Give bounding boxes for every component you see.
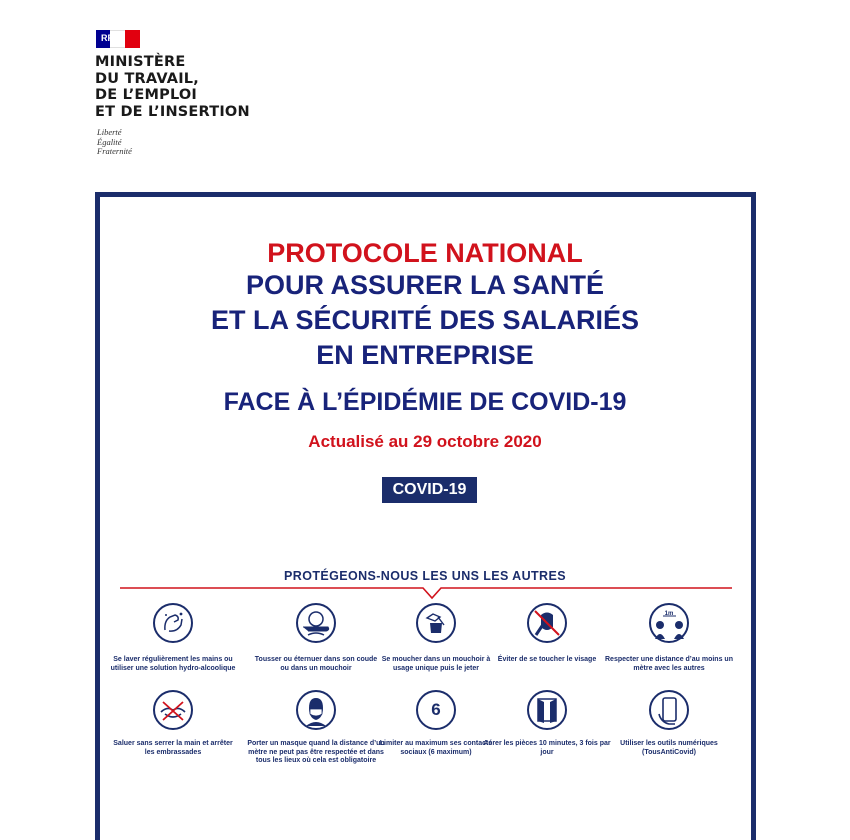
six-label: 6 [431,700,441,719]
distance-label: 1m [664,611,674,617]
motto-line: Liberté [97,127,122,137]
ministry-line: DE L’EMPLOI [95,87,198,103]
title-protocole: PROTOCOLE NATIONAL [267,238,583,268]
limit-contacts-icon [416,690,456,730]
republic-motto [97,128,132,157]
elbow-sneeze-icon [296,603,336,643]
caption-ventilate-room: Aérer les pièces 10 minutes, 3 fois par jour [483,740,611,756]
updated-date: Actualisé au 29 octobre 2020 [308,432,542,451]
covid-badge: COVID-19 [382,477,477,503]
caption-tissue: Se moucher dans un mouchoir à usage unique puis le jeter [381,656,491,672]
banner-divider [120,582,736,604]
ministry-line: DU TRAVAIL, [95,70,199,87]
title-line: EN ENTREPRISE [316,340,534,370]
ventilate-room-icon [527,690,567,730]
title-line: POUR ASSURER LA SANTÉ [245,270,605,300]
no-handshake-icon [153,690,193,730]
caption-limit-contacts: Limiter au maximum ses contacts sociaux (6 maximum) [379,740,493,756]
caption-mask: Porter un masque quand la distance d’un mètre ne peut pas être respectée et dans tous les lieux où cela est obligatoire [247,740,385,764]
caption-no-face-touch: Éviter de se toucher le visage [497,656,597,663]
flag-mark: RF [101,33,113,43]
tissue-icon [416,603,456,643]
motto-line: Égalité [97,136,122,147]
motto-line: Fraternité [97,146,132,156]
no-face-touch-icon [527,603,567,643]
mask-icon [296,690,336,730]
ministry-line: ET DE L’INSERTION [95,103,250,120]
title-line: ET LA SÉCURITÉ DES SALARIÉS [210,305,640,335]
caption-distance: Respecter une distance d’au moins un mètre avec les autres [605,656,733,672]
caption-phone-app: Utiliser les outils numériques (TousAntiCovid) [620,740,718,756]
distance-icon [649,603,689,643]
protection-title: PROTÉGEONS-NOUS LES UNS LES AUTRES [284,569,566,583]
caption-no-handshake: Saluer sans serrer la main et arrêter les embrassades [113,740,233,756]
hand-washing-icon [153,603,193,643]
ministry-name [95,54,250,120]
caption-hand-washing: Se laver régulièrement les mains ou utiliser une solution hydro-alcoolique [110,656,236,672]
phone-app-icon [649,690,689,730]
subtitle-covid: FACE À L’ÉPIDÉMIE DE COVID-19 [223,388,627,416]
caption-elbow-sneeze: Tousser ou éternuer dans son coude ou dans un mouchoir [254,656,378,672]
ministry-line: MINISTÈRE [95,54,186,70]
